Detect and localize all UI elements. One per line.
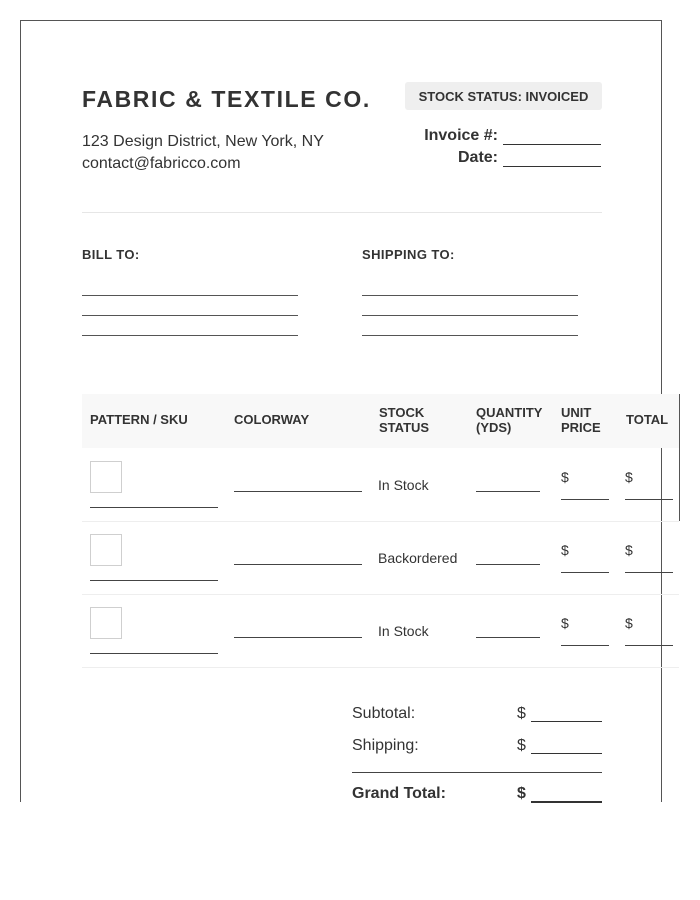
table-edge [679,394,680,521]
unit-price-currency: $ [561,542,569,558]
colorway-field[interactable] [234,637,362,638]
stock-status-value: In Stock [378,623,429,639]
company-address: 123 Design District, New York, NY [82,133,324,150]
invoice-number-row [424,127,601,145]
unit-price-field[interactable] [561,572,609,573]
shipping-to-label: SHIPPING TO: [362,247,455,262]
company-email[interactable]: contact@fabricco.com [82,155,241,172]
bill-to-line-2[interactable] [82,315,298,316]
stock-status-value: Backordered [378,550,458,566]
header-stock-status: STOCK STATUS [379,405,430,435]
subtotal-field[interactable] [531,721,602,722]
unit-price-currency: $ [561,615,569,631]
pattern-swatch[interactable] [90,534,122,566]
invoice-sheet [20,20,669,802]
bill-to-line-1[interactable] [82,295,298,296]
header-unit-price: UNIT PRICE [561,405,601,435]
stock-status-badge: STOCK STATUS: INVOICED [405,82,602,110]
grand-total-label: Grand Total: [352,785,446,802]
invoice-number-label: Invoice #: [424,127,498,144]
subtotal-label: Subtotal: [352,705,416,722]
stock-status-value: In Stock [378,477,429,493]
invoice-number-field[interactable] [503,130,601,145]
unit-price-field[interactable] [561,499,609,500]
unit-price-currency: $ [561,469,569,485]
shipping-field[interactable] [531,753,602,754]
total-currency: $ [625,469,633,485]
shipping-currency: $ [517,737,526,754]
grand-total-currency: $ [517,785,526,802]
sku-field[interactable] [90,653,218,654]
invoice-date-field[interactable] [503,152,601,167]
pattern-swatch[interactable] [90,461,122,493]
sku-field[interactable] [90,507,218,508]
invoice-date-row [458,149,601,167]
header-colorway: COLORWAY [234,412,310,427]
total-field[interactable] [625,645,673,646]
quantity-field[interactable] [476,491,540,492]
total-currency: $ [625,615,633,631]
company-name: FABRIC & TEXTILE CO. [82,86,371,112]
quantity-field[interactable] [476,637,540,638]
total-field[interactable] [625,499,673,500]
pattern-swatch[interactable] [90,607,122,639]
sku-field[interactable] [90,580,218,581]
shipping-to-line-1[interactable] [362,295,578,296]
shipping-to-line-2[interactable] [362,315,578,316]
grand-total-field[interactable] [531,801,602,803]
summary-divider [352,772,602,773]
header-quantity: QUANTITY (YDS) [476,405,543,435]
colorway-field[interactable] [234,564,362,565]
shipping-to-line-3[interactable] [362,335,578,336]
quantity-field[interactable] [476,564,540,565]
header-divider [82,212,602,213]
shipping-label: Shipping: [352,737,419,754]
bill-to-line-3[interactable] [82,335,298,336]
total-field[interactable] [625,572,673,573]
total-currency: $ [625,542,633,558]
colorway-field[interactable] [234,491,362,492]
row-separator [82,521,679,522]
row-separator [82,594,679,595]
unit-price-field[interactable] [561,645,609,646]
row-separator [82,667,679,668]
invoice-date-label: Date: [457,149,498,166]
bill-to-label: BILL TO: [82,247,140,262]
subtotal-currency: $ [517,705,526,722]
header-total: TOTAL [626,412,669,427]
header-pattern-sku: PATTERN / SKU [90,412,188,427]
